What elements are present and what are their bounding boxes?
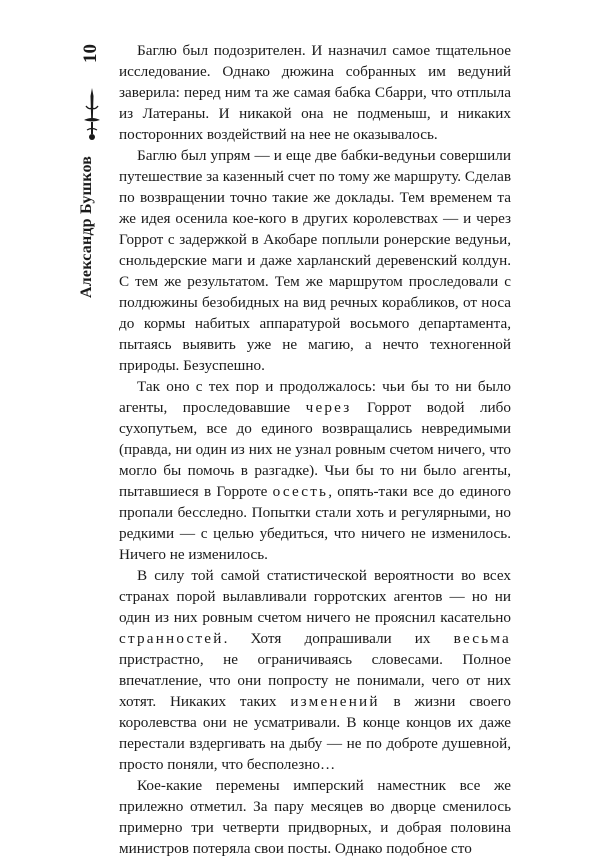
spaced-emphasis: осесть	[272, 483, 329, 500]
spaced-emphasis: изменений	[290, 693, 380, 710]
paragraph-3	[119, 376, 511, 565]
dagger-ornament-icon	[80, 86, 104, 146]
text-run: в жизни своего королевства они не усматривали. В конце концов их даже перестали вздергивать на дыбу — не по доброте душевной, просто поняли, что бесполезно…	[119, 693, 511, 773]
text-run: Баглю был упрям — и еще две бабки-ведуньи совершили путешествие за казенный счет по тому же маршруту. Сделав по возвращении точно такие же доклады. Тем временем та же идея осенила кое-кого в других королевствах — и через Горрот с задержкой в Акобаре поплыли ронерские ведуньи, снольдерские маги и даже харланский деревенский колдун. С тем же результатом. Тем же маршрутом проследовали с полдюжины безобидных на вид речных корабликов, от носа до кормы набитых аппаратурой восьмого департамента, пытаясь выявить уже не магию, а нечто техногенной природы. Безуспешно.	[119, 147, 511, 374]
spaced-emphasis: странностей	[119, 630, 224, 647]
text-run: Так оно с тех пор и продолжалось: чьи бы то ни было агенты, проследовавшие	[119, 378, 511, 416]
spaced-emphasis: весьма	[453, 630, 511, 647]
page-number: 10	[80, 44, 101, 63]
text-run: , опять-таки все до единого пропали бесследно. Попытки стали хоть и регулярными, но редкими — с целью убедиться, что ничего не изменилось. Ничего не изменилось.	[119, 483, 512, 563]
paragraph-2	[119, 145, 511, 376]
spaced-emphasis: через	[305, 399, 352, 416]
text-run: Горрот водой либо сухопутьем, все до единого возвращались невредимыми (правда, ни один из них не узнал ровным счетом ничего, что могло бы помочь в разгадке). Чьи бы то ни было агенты, пытавшиеся в Горроте	[119, 399, 511, 500]
paragraph-5	[119, 775, 511, 859]
text-run: Кое-какие перемены имперский наместник все же прилежно отметил. За пару месяцев во дворце сменилось примерно три четверти придворных, и добрая половина министров потеряла свои посты. Однако подобное сто	[119, 777, 511, 857]
author-name: Александр Бушков	[78, 156, 95, 299]
text-run: . Хотя допрашивали их	[223, 630, 454, 647]
text-body	[119, 40, 512, 857]
text-run: пристрастно, не ограничиваясь словесами. Полное впечатление, что они попросту не понимали, чего от них хотят. Никаких таких	[119, 651, 511, 710]
paragraph-4	[119, 565, 511, 775]
paragraph-1	[119, 40, 511, 145]
text-run: Баглю был подозрителен. И назначил самое тщательное исследование. Однако дюжина собранных им ведуний заверила: перед ним та же самая бабка Сбарри, что отплыла из Латераны. И никакой она не подменыш, и никаких посторонних воздействий на нее не оказывалось.	[119, 42, 511, 143]
text-run: В силу той самой статистической вероятности во всех странах порой вылавливали горротских агентов — но ни один из них ровным счетом ничего не прояснил касательно	[119, 567, 511, 626]
